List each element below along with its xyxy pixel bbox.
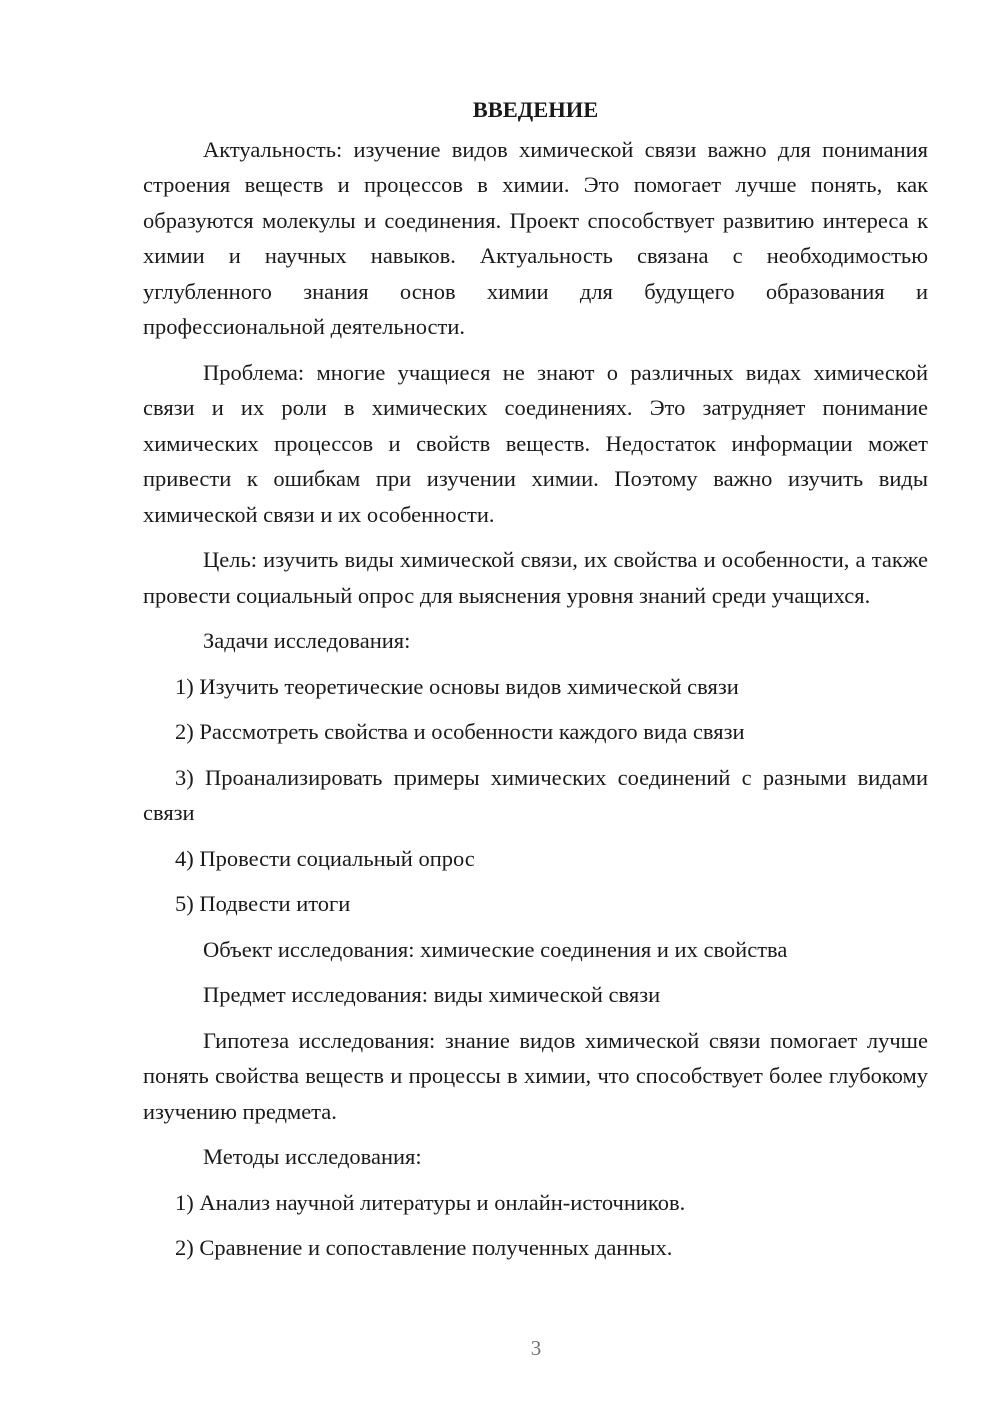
hypothesis-paragraph: Гипотеза исследования: знание видов химической связи помогает лучше понять свойства веществ и процессы в химии, что способствует более глубокому изучению предмета. — [143, 1027, 928, 1124]
page-content — [143, 92, 928, 1276]
research-object: Объект исследования: химические соединения и их свойства — [203, 936, 788, 962]
relevance-paragraph: Актуальность: изучение видов химической связи важно для понимания строения веществ и процессов в химии. Это помогает лучше понять, как образуются молекулы и соединения. Проект способствует развитию интереса к химии и научных навыков. Актуальность связана с необходимостью углубленного знания основ химии для будущего образования и профессиональной деятельности. — [143, 136, 928, 339]
task-item-5: 5) Подвести итоги — [175, 891, 351, 916]
methods-title: Методы исследования: — [203, 1144, 422, 1169]
problem-paragraph: Проблема: многие учащиеся не знают о различных видах химической связи и их роли в химических соединениях. Это затрудняет понимание химических процессов и свойств веществ. Недостаток информации может привести к ошибкам при изучении химии. Поэтому важно изучить виды химической связи и их особенности. — [143, 359, 928, 527]
task-item-4: 4) Провести социальный опрос — [175, 845, 475, 871]
method-item-1: 1) Анализ научной литературы и онлайн-источников. — [175, 1189, 686, 1215]
section-heading: ВВЕДЕНИЕ — [472, 97, 599, 122]
goal-paragraph: Цель: изучить виды химической связи, их свойства и особенности, а также провести социальный опрос для выяснения уровня знаний среди учащихся. — [143, 547, 928, 608]
page-number: 3 — [530, 1336, 542, 1360]
task-item-1: 1) Изучить теоретические основы видов химической связи — [175, 673, 739, 699]
task-item-3: 3) Проанализировать примеры химических соединений с разными видами связи — [143, 764, 928, 825]
research-subject: Предмет исследования: виды химической связи — [203, 982, 661, 1007]
method-item-2: 2) Сравнение и сопоставление полученных данных. — [175, 1235, 673, 1260]
tasks-title: Задачи исследования: — [203, 628, 411, 653]
task-item-2: 2) Рассмотреть свойства и особенности каждого вида связи — [175, 719, 745, 744]
